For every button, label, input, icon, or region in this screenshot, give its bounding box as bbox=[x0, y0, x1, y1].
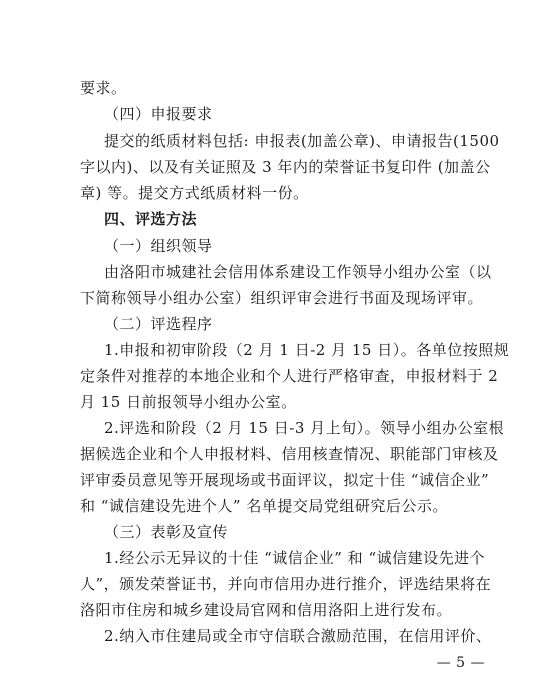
paragraph-line: 据候选企业和个人申报材料、信用核查情况、职能部门审核及 bbox=[80, 445, 499, 463]
paragraph-line: 1.经公示无异议的十佳 “诚信企业” 和 “诚信建设先进个 bbox=[104, 549, 486, 567]
section-heading-organization: （一）组织领导 bbox=[104, 237, 213, 255]
section-heading-selection-procedure: （二）评选程序 bbox=[104, 315, 213, 333]
paragraph-line: 评审委员意见等开展现场或书面评议，拟定十佳 “诚信企业” bbox=[80, 471, 490, 489]
page-number: — 5 — bbox=[436, 655, 485, 671]
paragraph-line: 下简称领导小组办公室）组织评审会进行书面及现场评审。 bbox=[80, 289, 484, 307]
section-heading-application-requirements: （四）申报要求 bbox=[104, 105, 213, 123]
paragraph-line: 月 15 日前报领导小组办公室。 bbox=[80, 393, 297, 411]
paragraph-line-continuation: 要求。 bbox=[80, 79, 127, 97]
section-heading-commendation: （三）表彰及宣传 bbox=[104, 523, 229, 541]
paragraph-line: 提交的纸质材料包括: 申报表(加盖公章)、申请报告(1500 bbox=[104, 132, 500, 150]
paragraph-line: 由洛阳市城建社会信用体系建设工作领导小组办公室（以 bbox=[104, 263, 492, 281]
chapter-heading-selection-method: 四、评选方法 bbox=[104, 210, 198, 228]
paragraph-line: 字以内)、以及有关证照及 3 年内的荣誉证书复印件 (加盖公 bbox=[80, 158, 491, 176]
paragraph-line: 1.申报和初审阶段（2 月 1 日-2 月 15 日）。各单位按照规 bbox=[104, 341, 510, 359]
paragraph-line: 洛阳市住房和城乡建设局官网和信用洛阳上进行发布。 bbox=[80, 601, 453, 619]
paragraph-line: 2.纳入市住建局或全市守信联合激励范围，在信用评价、 bbox=[104, 627, 492, 645]
paragraph-line: 定条件对推荐的本地企业和个人进行严格审查，申报材料于 2 bbox=[80, 367, 499, 385]
paragraph-line: 章) 等。提交方式纸质材料一份。 bbox=[80, 184, 309, 202]
paragraph-line: 2.评选和阶段（2 月 15 日-3 月上旬）。领导小组办公室根 bbox=[104, 419, 505, 437]
paragraph-line: 人”，颁发荣誉证书，并向市信用办进行推介，评选结果将在 bbox=[80, 575, 492, 593]
paragraph-line: 和 “诚信建设先进个人” 名单提交局党组研究后公示。 bbox=[80, 497, 448, 515]
